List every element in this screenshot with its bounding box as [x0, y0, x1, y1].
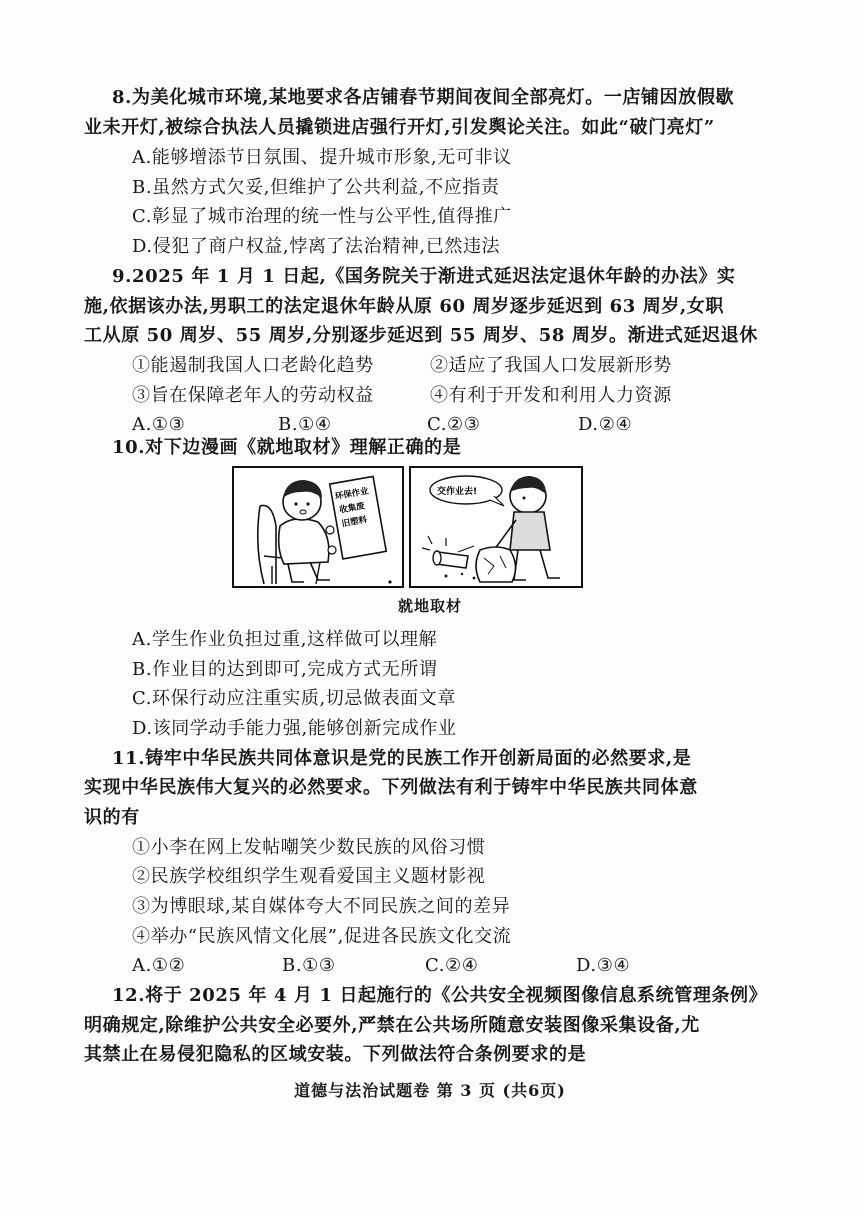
q9-statement-1: ①能遏制我国人口老龄化趋势 [132, 355, 374, 376]
q8-option-d: D.侵犯了商户权益,悖离了法治精神,已然违法 [132, 236, 501, 257]
q8-option-a: A.能够增添节日氛围、提升城市形象,无可非议 [132, 147, 512, 168]
q9-choice-c: C.②③ [427, 414, 481, 435]
q11-statement-2: ②民族学校组织学生观看爱国主义题材影视 [132, 866, 486, 887]
q9-stem-line-2: 施,依据该办法,男职工的法定退休年龄从原 60 周岁逐步延迟到 63 周岁,女职 [84, 296, 724, 317]
q9-stem-line-3: 工从原 50 周岁、55 周岁,分别逐步延迟到 55 周岁、58 周岁。渐进式延迟退休 [84, 325, 758, 346]
q10-option-c: C.环保行动应注重实质,切忌做表面文章 [132, 688, 456, 709]
q9-choice-a: A.①③ [132, 414, 186, 435]
q11-choice-d: D.③④ [576, 955, 631, 976]
q9-statement-2: ②适应了我国人口发展新形势 [430, 355, 672, 376]
q12-stem-line-1: 12.将于 2025 年 4 月 1 日起施行的《公共安全视频图像信息系统管理条例》 [112, 985, 768, 1006]
q11-statement-3: ③为博眼球,某自媒体夸大不同民族之间的差异 [132, 896, 511, 917]
sheet-line-2: 收集废 [338, 501, 366, 516]
q9-statement-3: ③旨在保障老年人的劳动权益 [132, 385, 374, 406]
q11-stem-line-3: 识的有 [84, 807, 140, 828]
q11-choice-c: C.②④ [425, 955, 479, 976]
q11-statement-1: ①小李在网上发帖嘲笑少数民族的风俗习惯 [132, 837, 486, 858]
sheet-line-1: 环保作业 [334, 486, 370, 503]
q8-stem-line-2: 业未开灯,被综合执法人员撬锁进店强行开灯,引发舆论关注。如此“破门亮灯” [84, 117, 715, 138]
q10-option-b: B.作业目的达到即可,完成方式无所谓 [132, 659, 438, 680]
q11-stem-line-1: 11.铸牢中华民族共同体意识是党的民族工作开创新局面的必然要求,是 [112, 748, 692, 769]
q8-option-c: C.彰显了城市治理的统一性与公平性,值得推广 [132, 206, 512, 227]
q8-stem-line-1: 8.为美化城市环境,某地要求各店铺春节期间夜间全部亮灯。一店铺因放假歇 [112, 87, 735, 108]
q11-stem-line-2: 实现中华民族伟大复兴的必然要求。下列做法有利于铸牢中华民族共同体意 [84, 777, 698, 798]
q10-option-a: A.学生作业负担过重,这样做可以理解 [132, 629, 438, 650]
sheet-line-3: 旧塑料 [341, 515, 368, 530]
q9-stem-line-1: 9.2025 年 1 月 1 日起,《国务院关于渐进式延迟法定退休年龄的办法》实 [112, 266, 736, 287]
q10-stem: 10.对下边漫画《就地取材》理解正确的是 [112, 437, 462, 458]
comic-illustration [232, 466, 584, 590]
q9-choice-d: D.②④ [578, 414, 633, 435]
q12-stem-line-3: 其禁止在易侵犯隐私的区域安装。下列做法符合条例要求的是 [84, 1044, 587, 1065]
garbage-bag [476, 547, 516, 582]
comic-caption: 就地取材 [397, 597, 462, 615]
speech-bubble-text: 交作业去! [437, 487, 478, 497]
q10-option-d: D.该同学动手能力强,能够创新完成作业 [132, 718, 457, 739]
page-footer: 道德与法治试题卷 第 3 页 (共6页) [294, 1081, 566, 1100]
q12-stem-line-2: 明确规定,除维护公共安全必要外,严禁在公共场所随意安装图像采集设备,尤 [84, 1015, 700, 1036]
q8-option-b: B.虽然方式欠妥,但维护了公共利益,不应指责 [132, 177, 500, 198]
q11-choice-b: B.①③ [282, 955, 336, 976]
q11-statement-4: ④举办“民族风情文化展”,促进各民族文化交流 [132, 926, 512, 947]
q9-statement-4: ④有利于开发和利用人力资源 [430, 385, 672, 406]
q9-choice-b: B.①④ [278, 414, 332, 435]
q11-choice-a: A.①② [132, 955, 186, 976]
